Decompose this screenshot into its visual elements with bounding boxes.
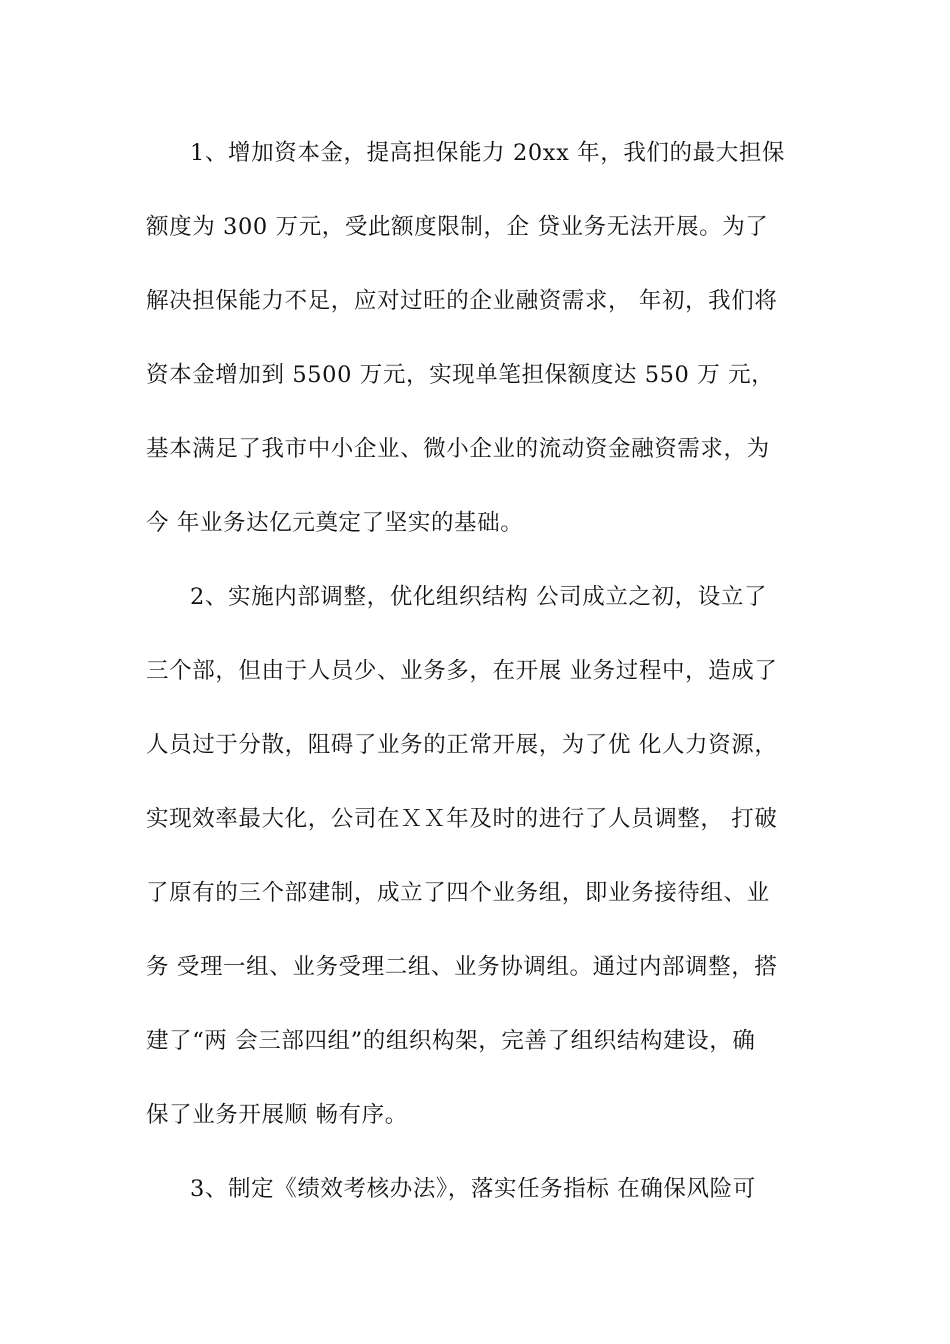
paragraph-2-line-6: 务 受理一组、业务受理二组、业务协调组。通过内部调整，搭 — [146, 954, 778, 980]
paragraph-1-line-5: 基本满足了我市中小企业、微小企业的流动资金融资需求，为 — [146, 436, 770, 462]
paragraph-1-line-1: 1、增加资本金，提高担保能力 20xx 年，我们的最大担保 — [190, 140, 786, 166]
paragraph-2-line-8: 保了业务开展顺 畅有序。 — [146, 1102, 408, 1128]
paragraph-3-line-1: 3、制定《绩效考核办法》，落实任务指标 在确保风险可 — [190, 1176, 756, 1202]
paragraph-2-line-5: 了原有的三个部建制，成立了四个业务组，即业务接待组、业 — [146, 880, 770, 906]
paragraph-1-line-2: 额度为 300 万元，受此额度限制，企 贷业务无法开展。为了 — [146, 214, 769, 240]
paragraph-2-line-7: 建了“两 会三部四组”的组织构架，完善了组织结构建设，确 — [146, 1028, 756, 1054]
paragraph-2-line-1: 2、实施内部调整，优化组织结构 公司成立之初，设立了 — [190, 584, 768, 610]
paragraph-1-line-3: 解决担保能力不足，应对过旺的企业融资需求， 年初，我们将 — [146, 288, 778, 314]
paragraph-1-line-4: 资本金增加到 5500 万元，实现单笔担保额度达 550 万 元， — [146, 362, 775, 388]
paragraph-2-line-3: 人员过于分散，阻碍了业务的正常开展，为了优 化人力资源， — [146, 732, 778, 758]
paragraph-1-line-6: 今 年业务达亿元奠定了坚实的基础。 — [146, 510, 524, 536]
paragraph-2-line-4: 实现效率最大化，公司在ＸＸ年及时的进行了人员调整， 打破 — [146, 806, 778, 832]
paragraph-2-line-2: 三个部，但由于人员少、业务多，在开展 业务过程中，造成了 — [146, 658, 778, 684]
